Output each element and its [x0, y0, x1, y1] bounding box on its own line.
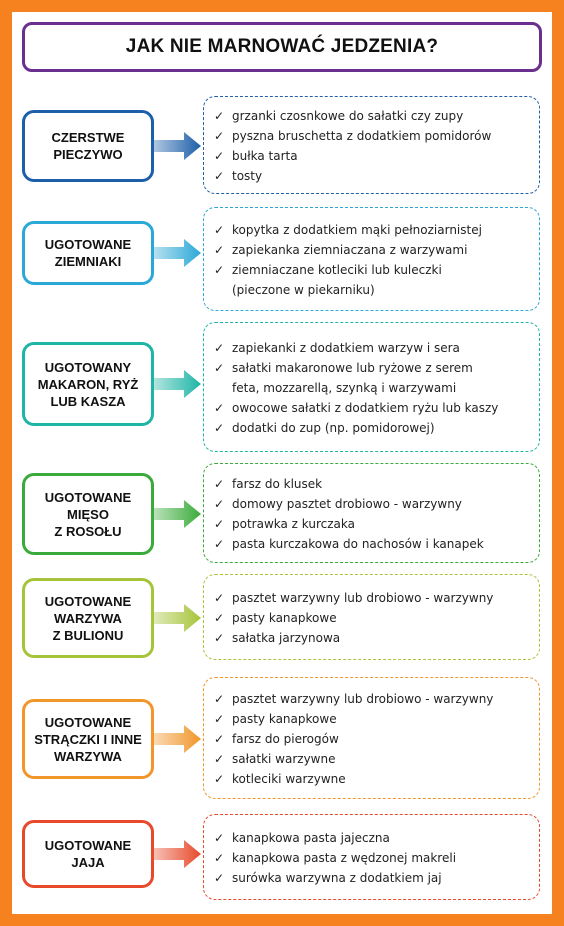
list-item-text: domowy pasztet drobiowo - warzywny [232, 497, 462, 511]
list-item-text: kopytka z dodatkiem mąki pełnoziarnistej [232, 223, 482, 237]
list-item-text: dodatki do zup (np. pomidorowej) [232, 421, 435, 435]
checkmark-icon: ✓ [214, 611, 225, 625]
list-item [214, 358, 531, 378]
list-item [214, 628, 531, 648]
list-item-text: grzanki czosnkowe do sałatki czy zupy [232, 109, 464, 123]
list-item [214, 338, 531, 358]
section-row [12, 463, 552, 563]
list-item-text: bułka tarta [232, 149, 298, 163]
checkmark-icon: ✓ [214, 692, 225, 706]
list-item-text: tosty [232, 169, 263, 183]
checkmark-icon: ✓ [214, 109, 225, 123]
category-box [22, 110, 154, 182]
list-item-text: kotleciki warzywne [232, 772, 346, 786]
checkmark-icon: ✓ [214, 591, 225, 605]
section-row [12, 574, 552, 660]
section-row [12, 322, 552, 452]
ideas-list [203, 322, 540, 452]
checkmark-icon: ✓ [214, 732, 225, 746]
category-label: UGOTOWANE JAJA [44, 838, 132, 870]
arrow-right-icon [154, 498, 202, 530]
checkmark-icon: ✓ [214, 517, 225, 531]
list-item [214, 220, 531, 240]
list-item [214, 474, 531, 494]
list-item [214, 106, 531, 126]
ideas-list [203, 814, 540, 900]
arrow-right-icon [154, 368, 202, 400]
category-label: UGOTOWANE STRĄCZKI I INNE WARZYWA [34, 714, 142, 764]
checkmark-icon: ✓ [214, 871, 225, 885]
ideas-list [203, 574, 540, 660]
list-item [214, 514, 531, 534]
checkmark-icon: ✓ [214, 772, 225, 786]
section-row [12, 677, 552, 799]
list-item [214, 146, 531, 166]
list-item-text: ziemniaczane kotleciki lub kuleczki [232, 263, 442, 277]
category-box [22, 342, 154, 426]
list-item [214, 588, 531, 608]
list-item [214, 166, 531, 186]
checkmark-icon: ✓ [214, 752, 225, 766]
checkmark-icon: ✓ [214, 129, 225, 143]
arrow-right-icon [154, 237, 202, 269]
checkmark-icon: ✓ [214, 341, 225, 355]
checkmark-icon: ✓ [214, 421, 225, 435]
list-item [214, 749, 531, 769]
checkmark-icon: ✓ [214, 169, 225, 183]
list-item-continuation: (pieczone w piekarniku) [232, 283, 375, 297]
list-item-text: pasta kurczakowa do nachosów i kanapek [232, 537, 484, 551]
category-label: UGOTOWANE MIĘSO Z ROSOŁU [44, 489, 132, 539]
list-item [214, 494, 531, 514]
list-item [214, 689, 531, 709]
list-item-text: sałatki warzywne [232, 752, 336, 766]
list-item-text: sałatka jarzynowa [232, 631, 341, 645]
checkmark-icon: ✓ [214, 497, 225, 511]
list-item-text: pyszna bruschetta z dodatkiem pomidorów [232, 129, 492, 143]
list-item-text: sałatki makaronowe lub ryżowe z serem [232, 361, 473, 375]
ideas-list [203, 677, 540, 799]
checkmark-icon: ✓ [214, 243, 225, 257]
checkmark-icon: ✓ [214, 537, 225, 551]
checkmark-icon: ✓ [214, 712, 225, 726]
page-title: JAK NIE MARNOWAĆ JEDZENIA? [125, 36, 439, 57]
list-item [214, 769, 531, 789]
checkmark-icon: ✓ [214, 149, 225, 163]
title-box [22, 22, 542, 72]
section-row [12, 96, 552, 194]
list-item-text: pasty kanapkowe [232, 712, 337, 726]
section-row [12, 814, 552, 900]
section-row [12, 207, 552, 311]
list-item-text: zapiekanka ziemniaczana z warzywami [232, 243, 468, 257]
category-box [22, 578, 154, 658]
list-item-continuation: feta, mozzarellą, szynką i warzywami [232, 381, 457, 395]
list-item-text: farsz do klusek [232, 477, 323, 491]
list-item-text: potrawka z kurczaka [232, 517, 355, 531]
category-label: UGOTOWANE WARZYWA Z BULIONU [44, 593, 132, 643]
checkmark-icon: ✓ [214, 851, 225, 865]
category-label: UGOTOWANY MAKARON, RYŻ LUB KASZA [37, 359, 139, 409]
list-item [214, 828, 531, 848]
checkmark-icon: ✓ [214, 263, 225, 277]
list-item [214, 729, 531, 749]
category-label: CZERSTWE PIECZYWO [51, 130, 125, 162]
list-item [214, 608, 531, 628]
list-item [214, 260, 531, 280]
arrow-right-icon [154, 838, 202, 870]
arrow-right-icon [154, 130, 202, 162]
list-item-text: kanapkowa pasta z wędzonej makreli [232, 851, 457, 865]
list-item-text: pasty kanapkowe [232, 611, 337, 625]
list-item [214, 126, 531, 146]
list-item [214, 240, 531, 260]
category-box [22, 699, 154, 779]
category-box [22, 820, 154, 888]
checkmark-icon: ✓ [214, 831, 225, 845]
arrow-right-icon [154, 602, 202, 634]
list-item-text: farsz do pierogów [232, 732, 339, 746]
category-box [22, 473, 154, 555]
list-item-text: pasztet warzywny lub drobiowo - warzywny [232, 692, 494, 706]
ideas-list [203, 207, 540, 311]
ideas-list [203, 96, 540, 194]
list-item [214, 709, 531, 729]
list-item [214, 534, 531, 554]
list-item-text: owocowe sałatki z dodatkiem ryżu lub kaszy [232, 401, 499, 415]
list-item [214, 418, 531, 438]
ideas-list [203, 463, 540, 563]
checkmark-icon: ✓ [214, 631, 225, 645]
infographic-canvas [12, 12, 552, 914]
arrow-right-icon [154, 723, 202, 755]
list-item-text: pasztet warzywny lub drobiowo - warzywny [232, 591, 494, 605]
list-item-text: zapiekanki z dodatkiem warzyw i sera [232, 341, 460, 355]
checkmark-icon: ✓ [214, 477, 225, 491]
category-box [22, 221, 154, 285]
list-item [214, 868, 531, 888]
list-item [214, 398, 531, 418]
category-label: UGOTOWANE ZIEMNIAKI [44, 237, 132, 269]
list-item [214, 848, 531, 868]
checkmark-icon: ✓ [214, 361, 225, 375]
checkmark-icon: ✓ [214, 223, 225, 237]
list-item-text: surówka warzywna z dodatkiem jaj [232, 871, 442, 885]
checkmark-icon: ✓ [214, 401, 225, 415]
list-item-text: kanapkowa pasta jajeczna [232, 831, 390, 845]
